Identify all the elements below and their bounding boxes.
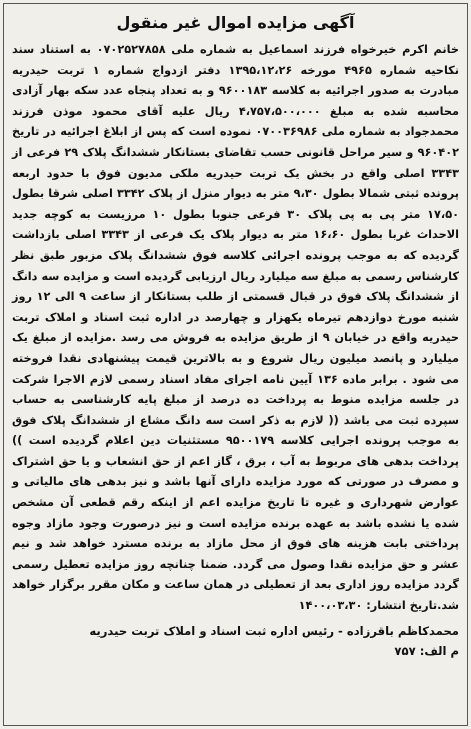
notice-title: آگهی مزایده اموال غیر منقول [116,13,355,32]
notice-content [12,10,459,719]
notice-signature: محمدکاظم باقرزاده - رئیس اداره ثبت اسناد و املاک تربت حیدریه [89,623,459,638]
notice-reference-number: م الف: ۷۵۷ [394,643,459,658]
notice-body: خانم اکرم خیرخواه فرزند اسماعیل به شماره ملی ۰۷۰۲۵۲۷۸۵۸ به استناد سند نکاحیه شماره ۴۹۶۵ مورخه ۱۳۹۵،۱۲،۲۶ دفتر ازدواج شماره ۱ تربت حیدریه مبادرت به صدور اجرائیه به کلاسه ۹۶۰۰۱۸۳ و به تعداد پنجاه عدد سکه بهار آزادی محاسبه شده به مبلغ ۴،۷۵۷،۵۰۰،۰۰۰ ریال علیه آقای محمود موذن فرزند محمدجواد به شماره ملی ۰۷۰۰۳۶۹۸۶ نموده است که پس از ابلاغ اجرائیه در تاریخ ۹۶۰۴۰۲ و سیر مراحل قانونی حسب تقاضای بستانکار ششدانگ پلاک ۲۹ فرعی از ۳۳۴۳ اصلی واقع در بخش یک تربت حیدریه ملکی مدیون فوق با حدود اربعه پرونده ثبتی شمالا بطول ۹،۳۰ متر به دیوار منزل از پلاک ۳۳۴۲ اصلی شرقا بطول ۱۷،۵۰ متر پی به پی پلاک ۳۰ فرعی جنوبا بطول ۱۰ مرزیست به کوچه جدید الاحداث غربا بطول ۱۶،۶۰ متر به دیوار پلاک یک فرعی از ۳۳۴۳ اصلی بازداشت گردیده که به موجب پرونده اجرائی کلاسه فوق ششدانگ پلاک مزبور طبق نظر کارشناس رسمی به مبلغ سه میلیارد ریال ارزیابی گردیده است و مزایده سه دانگ از ششدانگ پلاک فوق در قبال قسمتی از طلب بستانکار از ساعت ۹ الی ۱۲ روز شنبه مورخ دوازدهم تیرماه یکهزار و چهارصد در اداره ثبت اسناد و املاک تربت حیدریه واقع در خیابان ۹ از طریق مزایده به فروش می رسد .مزایده از مبلغ یک میلیارد و پانصد میلیون ریال شروع و به بالاترین قیمت پیشنهادی نقدا فروخته می شود . برابر ماده ۱۳۶ آیین نامه اجرای مفاد اسناد رسمی لازم الاجرا شرکت در جلسه مزایده منوط به پرداخت ده درصد از مبلغ پایه کارشناسی به حساب سپرده ثبت می باشد (( لازم به ذکر است سه دانگ مشاع از ششدانگ پلاک فوق به موجب پرونده اجرایی کلاسه ۹۵۰۰۱۷۹ مستثنیات دین اعلام گردیده است )) پرداخت بدهی های مربوط به آب ، برق ، گاز اعم از حق انشعاب و یا حق اشتراک و مصرف در صورتی که مورد مزایده دارای آنها باشد و نیز بدهی های مالیاتی و عوارض شهرداری و غیره تا تاریخ مزایده اعم از اینکه رقم قطعی آن مشخص شده یا نشده باشد به عهده برنده مزایده است و نیز درصورت وجود مازاد وجوه پرداختی بابت هزینه های فوق از محل مازاد به برنده مسترد خواهد شد و نیم عشر و حق مزایده نقدا وصول می گردد. ضمنا چنانچه روز مزایده تعطیل رسمی گردد مزایده روز اداری بعد از تعطیلی در همان ساعت و مکان مقرر برگزار خواهد شد.تاریخ انتشار: ۱۴۰۰،۰۳،۳۰ [12,43,460,613]
